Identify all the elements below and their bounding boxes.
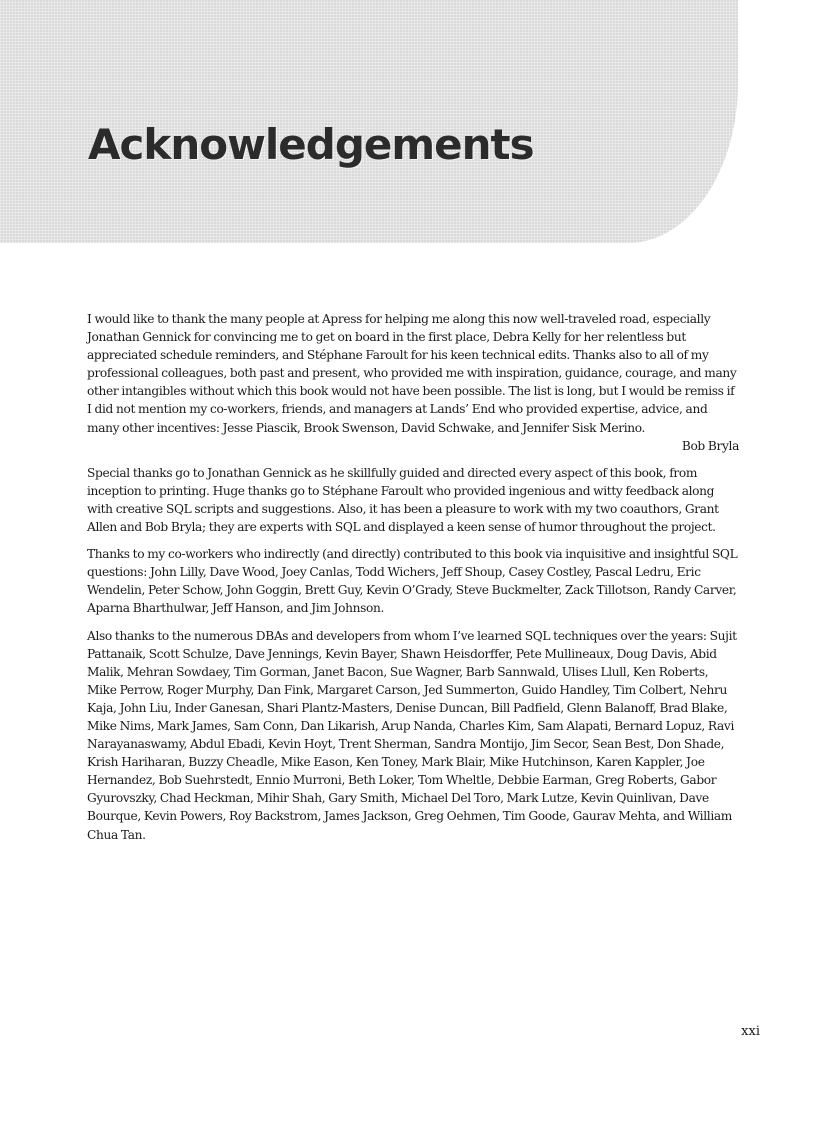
acknowledgements-body [87,310,739,844]
paragraph-dbas-thanks: Also thanks to the numerous DBAs and developers from whom I’ve learned SQL techniques over the years: Sujit Pattanaik, Scott Schulze, Dave Jennings, Kevin Bayer, Shawn Heisdorffer, Pete Mullineaux, Doug Davis, Abid Malik, Mehran Sowdaey, Tim Gorman, Janet Bacon, Sue Wagner, Barb Sannwald, Ulises Llull, Ken Roberts, Mike Perrow, Roger Murphy, Dan Fink, Margaret Carson, Jed Summerton, Guido Handley, Tim Colbert, Nehru Kaja, John Liu, Inder Ganesan, Shari Plantz-Masters, Denise Duncan, Bill Padfield, Glenn Balanoff, Brad Blake, Mike Nims, Mark James, Sam Conn, Dan Likarish, Arup Nanda, Charles Kim, Sam Alapati, Bernard Lopuz, Ravi Narayanaswamy, Abdul Ebadi, Kevin Hoyt, Trent Sherman, Sandra Montijo, Jim Secor, Sean Best, Don Shade, Krish Hariharan, Buzzy Cheadle, Mike Eason, Ken Toney, Mark Blair, Mike Hutchinson, Karen Kappler, Joe Hernandez, Bob Suehrstedt, Ennio Murroni, Beth Loker, Tom Wheltle, Debbie Earman, Greg Roberts, Gabor Gyurovszky, Chad Heckman, Mihir Shah, Gary Smith, Michael Del Toro, Mark Lutze, Kevin Quinlivan, Dave Bourque, Kevin Powers, Roy Backstrom, James Jackson, Greg Oehmen, Tim Goode, Gaurav Mehta, and William Chua Tan. [87,628,737,842]
paragraph-coworkers-thanks: Thanks to my co-workers who indirectly (and directly) contributed to this book via inquisitive and insightful SQL questions: John Lilly, Dave Wood, Joey Canlas, Todd Wichers, Jeff Shoup, Casey Costley, Pascal Ledru, Eric Wendelin, Peter Schow, John Goggin, Brett Guy, Kevin O’Grady, Steve Buckmelter, Zack Tillotson, Randy Carver, Aparna Bharthulwar, Jeff Hanson, and Jim Johnson. [87,547,738,616]
paragraph-special-thanks: Special thanks go to Jonathan Gennick as he skillfully guided and directed every aspect of this book, from inception to printing. Huge thanks go to Stéphane Faroult who provided ingenious and witty feedback along with creative SQL scripts and suggestions. Also, it has been a pleasure to work with my two coauthors, Grant Allen and Bob Bryla; they are experts with SQL and displayed a keen sense of humor throughout the project. [87,465,719,535]
chapter-header-band [0,0,738,243]
paragraph-apress-thanks: I would like to thank the many people at Apress for helping me along this now well-traveled road, especially Jonathan Gennick for convincing me to get on board in the first place, Debra Kelly for her relentless but appreciated schedule reminders, and Stéphane Faroult for his keen technical edits. Thanks also to all of my professional colleagues, both past and present, who provided me with inspiration, guidance, courage, and many other intangibles without which this book would not have been possible. The list is long, but I would be remiss if I did not mention my co-workers, friends, and managers at Lands’ End who provided expertise, advice, and many other incentives: Jesse Piascik, Brook Swenson, David Schwake, and Jennifer Sisk Merino. [87,312,737,435]
page-number: xxi [741,1024,760,1039]
author-signature: Bob Bryla [681,438,739,453]
page-title: Acknowledgements [88,120,534,169]
